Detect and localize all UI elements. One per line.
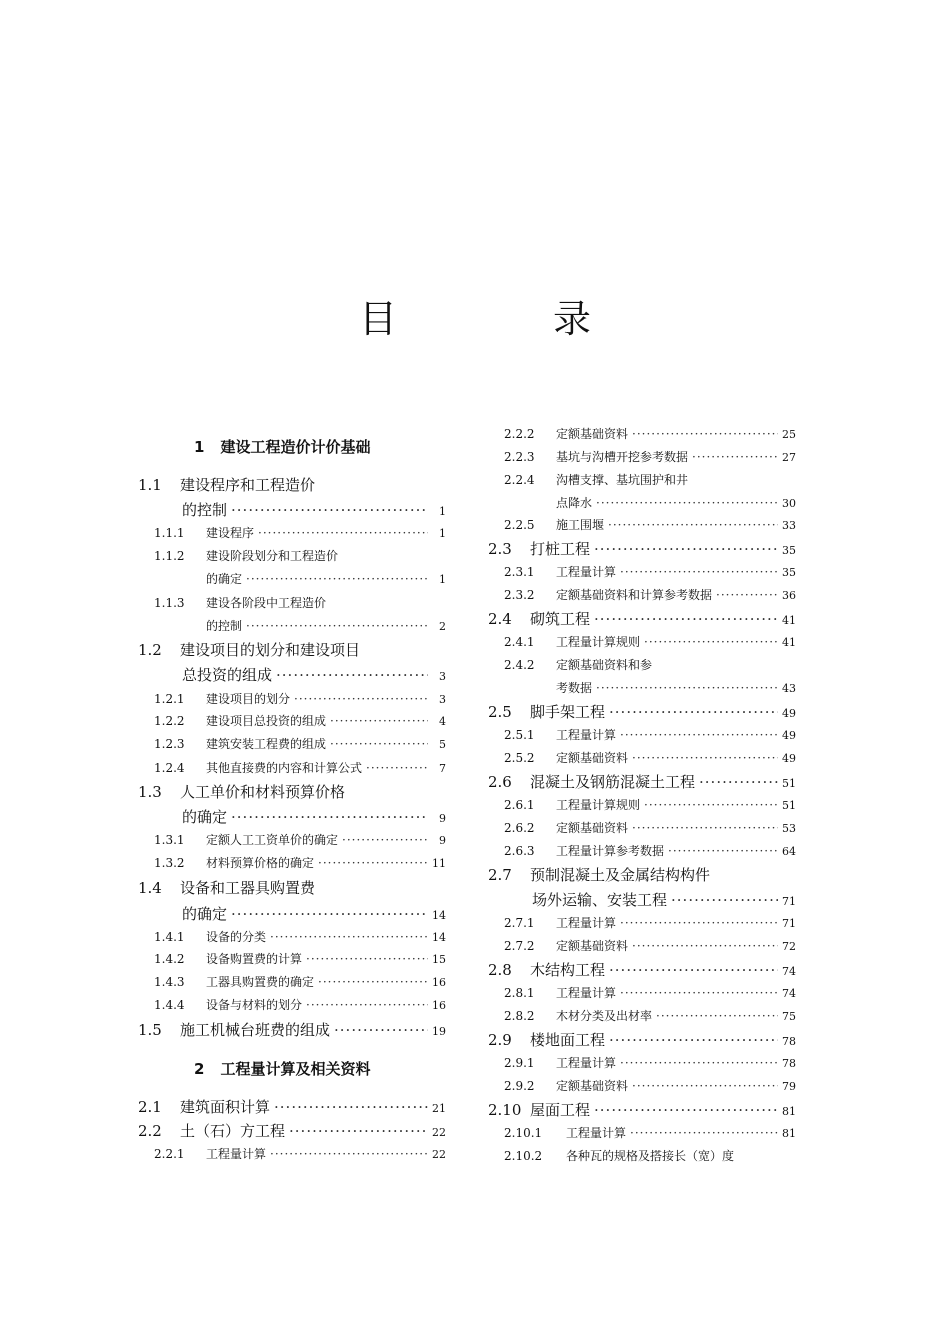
toc-entry-2-3-2[interactable]: 2.3.2 定额基础资料和计算参考数据 ····· 36 — [504, 586, 796, 603]
toc-entry-2-2[interactable]: 2.2 土（石）方工程 ····· 22 — [138, 1120, 446, 1141]
toc-entry-1-5[interactable]: 1.5 施工机械台班费的组成 ····· 19 — [138, 1019, 446, 1040]
toc-entry-1-4-3[interactable]: 1.4.3 工器具购置费的确定 ····· 16 — [154, 973, 446, 990]
toc-entry-1-2[interactable]: 1.2 建设项目的划分和建设项目 — [138, 641, 361, 659]
toc-entry-2-2-2[interactable]: 2.2.2 定额基础资料 ····· 25 — [504, 425, 796, 442]
toc-entry-1-2-4[interactable]: 1.2.4 其他直接费的内容和计算公式 ····· 7 — [154, 759, 446, 776]
toc-entry-2-2-3[interactable]: 2.2.3 基坑与沟槽开挖参考数据 ····· 27 — [504, 448, 796, 465]
page-title: 目 录 — [358, 297, 664, 341]
toc-entry-2-2-4[interactable]: 2.2.4 沟槽支撑、基坑围护和井 — [504, 473, 689, 487]
toc-entry-2-4-2-cont[interactable]: 考数据 ····· 43 — [556, 679, 796, 696]
toc-entry-2-6-2[interactable]: 2.6.2 定额基础资料 ····· 53 — [504, 819, 796, 836]
toc-entry-2-4-2[interactable]: 2.4.2 定额基础资料和参 — [504, 658, 653, 672]
toc-entry-1-4-cont[interactable]: 的确定 ····· 14 — [182, 903, 446, 924]
toc-entry-1-4-4[interactable]: 1.4.4 设备与材料的划分 ····· 16 — [154, 996, 446, 1013]
toc-chapter-1[interactable]: 1 建设工程造价计价基础 — [194, 438, 371, 456]
toc-entry-2-5[interactable]: 2.5 脚手架工程 ····· 49 — [488, 701, 796, 722]
toc-entry-2-5-1[interactable]: 2.5.1 工程量计算 ····· 49 — [504, 726, 796, 743]
toc-entry-2-8-2[interactable]: 2.8.2 木材分类及出材率 ····· 75 — [504, 1007, 796, 1024]
toc-entry-2-8[interactable]: 2.8 木结构工程 ····· 74 — [488, 959, 796, 980]
toc-entry-2-4-1[interactable]: 2.4.1 工程量计算规则 ····· 41 — [504, 633, 796, 650]
toc-entry-2-9[interactable]: 2.9 楼地面工程 ····· 78 — [488, 1029, 796, 1050]
toc-entry-1-4[interactable]: 1.4 设备和工器具购置费 — [138, 879, 316, 897]
toc-entry-1-1-2-cont[interactable]: 的确定 ····· 1 — [206, 570, 446, 587]
toc-entry-1-1-1[interactable]: 1.1.1 建设程序 ····· 1 — [154, 524, 446, 541]
toc-entry-2-6-3[interactable]: 2.6.3 工程量计算参考数据 ····· 64 — [504, 842, 796, 859]
toc-entry-1-2-1[interactable]: 1.2.1 建设项目的划分 ····· 3 — [154, 690, 446, 707]
toc-entry-2-2-5[interactable]: 2.2.5 施工围堰 ····· 33 — [504, 516, 796, 533]
toc-entry-2-6[interactable]: 2.6 混凝土及钢筋混凝土工程 ····· 51 — [488, 771, 796, 792]
toc-entry-2-4[interactable]: 2.4 砌筑工程 ····· 41 — [488, 608, 796, 629]
toc-entry-1-2-cont[interactable]: 总投资的组成 ····· 3 — [182, 664, 446, 685]
toc-entry-2-2-4-cont[interactable]: 点降水 ····· 30 — [556, 494, 796, 511]
toc-entry-2-10[interactable]: 2.10 屋面工程 ····· 81 — [488, 1099, 796, 1120]
toc-entry-1-4-1[interactable]: 1.4.1 设备的分类 ····· 14 — [154, 928, 446, 945]
toc-entry-2-9-2[interactable]: 2.9.2 定额基础资料 ····· 79 — [504, 1077, 796, 1094]
toc-entry-1-3-1[interactable]: 1.3.1 定额人工工资单价的确定 ····· 9 — [154, 831, 446, 848]
toc-entry-1-1-2[interactable]: 1.1.2 建设阶段划分和工程造价 — [154, 549, 339, 563]
toc-chapter-2[interactable]: 2 工程量计算及相关资料 — [194, 1060, 371, 1078]
toc-entry-1-3-cont[interactable]: 的确定 ····· 9 — [182, 806, 446, 827]
toc-entry-2-3-1[interactable]: 2.3.1 工程量计算 ····· 35 — [504, 563, 796, 580]
toc-entry-2-10-1[interactable]: 2.10.1 工程量计算 ····· 81 — [504, 1124, 796, 1141]
toc-entry-2-6-1[interactable]: 2.6.1 工程量计算规则 ····· 51 — [504, 796, 796, 813]
toc-entry-2-7-cont[interactable]: 场外运输、安装工程 ····· 71 — [532, 889, 796, 910]
toc-entry-1-1-3-cont[interactable]: 的控制 ····· 2 — [206, 617, 446, 634]
toc-entry-1-1-3[interactable]: 1.1.3 建设各阶段中工程造价 — [154, 596, 327, 610]
toc-entry-2-8-1[interactable]: 2.8.1 工程量计算 ····· 74 — [504, 984, 796, 1001]
toc-entry-1-1-cont[interactable]: 的控制 ····· 1 — [182, 499, 446, 520]
toc-entry-1-3-2[interactable]: 1.3.2 材料预算价格的确定 ····· 11 — [154, 854, 446, 871]
toc-entry-2-9-1[interactable]: 2.9.1 工程量计算 ····· 78 — [504, 1054, 796, 1071]
toc-entry-2-1[interactable]: 2.1 建筑面积计算 ····· 21 — [138, 1096, 446, 1117]
toc-entry-1-1[interactable]: 1.1 建设程序和工程造价 — [138, 476, 316, 494]
toc-entry-2-7-2[interactable]: 2.7.2 定额基础资料 ····· 72 — [504, 937, 796, 954]
toc-entry-2-5-2[interactable]: 2.5.2 定额基础资料 ····· 49 — [504, 749, 796, 766]
toc-entry-2-10-2[interactable]: 2.10.2 各种瓦的规格及搭接长（宽）度 — [504, 1149, 735, 1163]
toc-entry-2-7[interactable]: 2.7 预制混凝土及金属结构构件 — [488, 866, 711, 884]
toc-entry-2-2-1[interactable]: 2.2.1 工程量计算 ····· 22 — [154, 1145, 446, 1162]
toc-entry-1-4-2[interactable]: 1.4.2 设备购置费的计算 ····· 15 — [154, 950, 446, 967]
toc-entry-2-3[interactable]: 2.3 打桩工程 ····· 35 — [488, 538, 796, 559]
toc-entry-1-2-3[interactable]: 1.2.3 建筑安装工程费的组成 ····· 5 — [154, 735, 446, 752]
toc-entry-1-3[interactable]: 1.3 人工单价和材料预算价格 — [138, 783, 346, 801]
toc-entry-2-7-1[interactable]: 2.7.1 工程量计算 ····· 71 — [504, 914, 796, 931]
toc-entry-1-2-2[interactable]: 1.2.2 建设项目总投资的组成 ····· 4 — [154, 712, 446, 729]
